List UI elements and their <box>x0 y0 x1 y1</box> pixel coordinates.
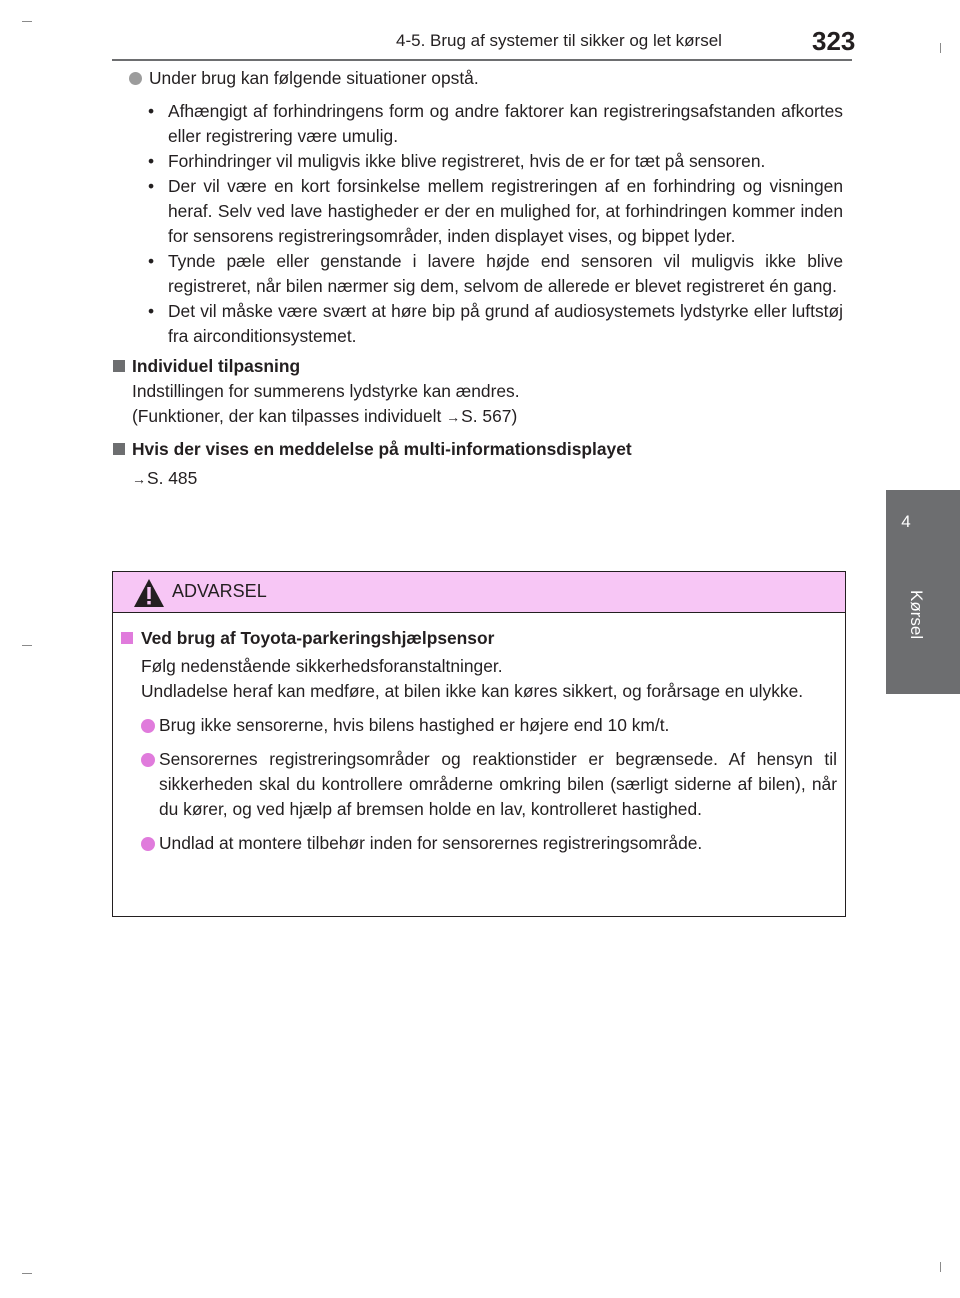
warning-heading: Ved brug af Toyota-parkeringshjælpsensor <box>121 626 837 651</box>
chapter-tab <box>886 490 960 694</box>
list-item: • Det vil måske være svært at høre bip på grund af audiosystemets lydstyrke eller luftstøj fra airconditionsystemet. <box>148 301 843 346</box>
crop-mark <box>22 645 32 646</box>
bullet-icon: • <box>148 151 155 171</box>
crop-mark <box>940 1262 941 1272</box>
intro-bullet-text: Under brug kan følgende situationer opstå. <box>149 68 479 88</box>
list-item: • Afhængigt af forhindringens form og andre faktorer kan registreringsafstanden afkortes eller registrering være umulig. <box>148 101 843 146</box>
bullet-dot-icon <box>141 837 155 851</box>
warning-triangle-icon <box>133 578 165 608</box>
bullet-icon: • <box>148 251 155 271</box>
page-reference-link[interactable]: S. 567) <box>461 406 518 426</box>
arrow-right-icon: → <box>446 409 461 425</box>
warning-intro-1: Følg nedenstående sikkerhedsforanstaltninger. <box>141 656 503 676</box>
intro-bullet <box>113 66 843 91</box>
crop-mark <box>940 43 941 53</box>
warning-body <box>113 613 845 856</box>
bullet-icon: • <box>148 176 155 196</box>
square-bullet-icon <box>113 443 125 455</box>
crop-mark <box>22 21 32 22</box>
section-custom-line2: (Funktioner, der kan tilpasses individuelt →S. 567) <box>113 404 843 430</box>
warning-title: ADVARSEL <box>172 581 267 601</box>
chapter-number: 4 <box>901 512 911 531</box>
bullet-dot-icon <box>141 719 155 733</box>
list-item: • Der vil være en kort forsinkelse mellem registreringen af en forhindring og visningen heraf. Selv ved lave hastigheder er der en mulighed for, at forhindringen kommer inden for sensorens registreringsområder, inden displayet vises, og bippet lyder. <box>148 176 843 246</box>
list-item: Undlad at montere tilbehør inden for sensorernes registreringsområde. <box>121 831 837 856</box>
list-item: • Tynde pæle eller genstande i lavere højde end sensoren vil muligvis ikke blive registreret, når bilen nærmer sig dem, selvom de allerede er blevet registreret én gang. <box>148 251 843 296</box>
list-item: Brug ikke sensorerne, hvis bilens hastighed er højere end 10 km/t. <box>121 713 837 738</box>
page-content <box>113 66 843 492</box>
section-message-heading: Hvis der vises en meddelelse på multi-informationsdisplayet <box>113 437 843 462</box>
header-divider <box>112 59 852 61</box>
square-bullet-icon <box>121 632 133 644</box>
list-item: Sensorernes registreringsområder og reaktionstider er begrænsede. Af hensyn til sikkerheden skal du kontrollere områderne omkring bilen (særligt siderne af bilen), når du kører, og ved hjælp af bremsen holde en lav, kontrolleret hastighed. <box>121 747 837 822</box>
situation-list <box>113 99 843 349</box>
bullet-dot-icon <box>129 72 142 85</box>
crop-mark <box>22 1273 32 1274</box>
warning-header <box>113 572 845 613</box>
square-bullet-icon <box>113 360 125 372</box>
bullet-dot-icon <box>141 753 155 767</box>
section-custom-line1: Indstillingen for summerens lydstyrke kan ændres. <box>132 381 520 401</box>
warning-box <box>112 571 846 917</box>
section-message-ref <box>113 466 843 492</box>
section-custom-heading: Individuel tilpasning <box>113 354 843 379</box>
bullet-icon: • <box>148 301 155 321</box>
page-reference-link[interactable]: S. 485 <box>147 468 198 488</box>
section-title: 4-5. Brug af systemer til sikker og let kørsel <box>396 31 722 50</box>
arrow-right-icon: → <box>132 471 146 487</box>
list-item: • Forhindringer vil muligvis ikke blive registreret, hvis de er for tæt på sensoren. <box>113 149 843 174</box>
chapter-name: Kørsel <box>907 590 926 640</box>
page-number: 323 <box>812 26 856 56</box>
warning-intro-2: Undladelse heraf kan medføre, at bilen ikke kan køres sikkert, og forårsage en ulykke. <box>141 681 804 701</box>
bullet-icon: • <box>148 101 155 121</box>
